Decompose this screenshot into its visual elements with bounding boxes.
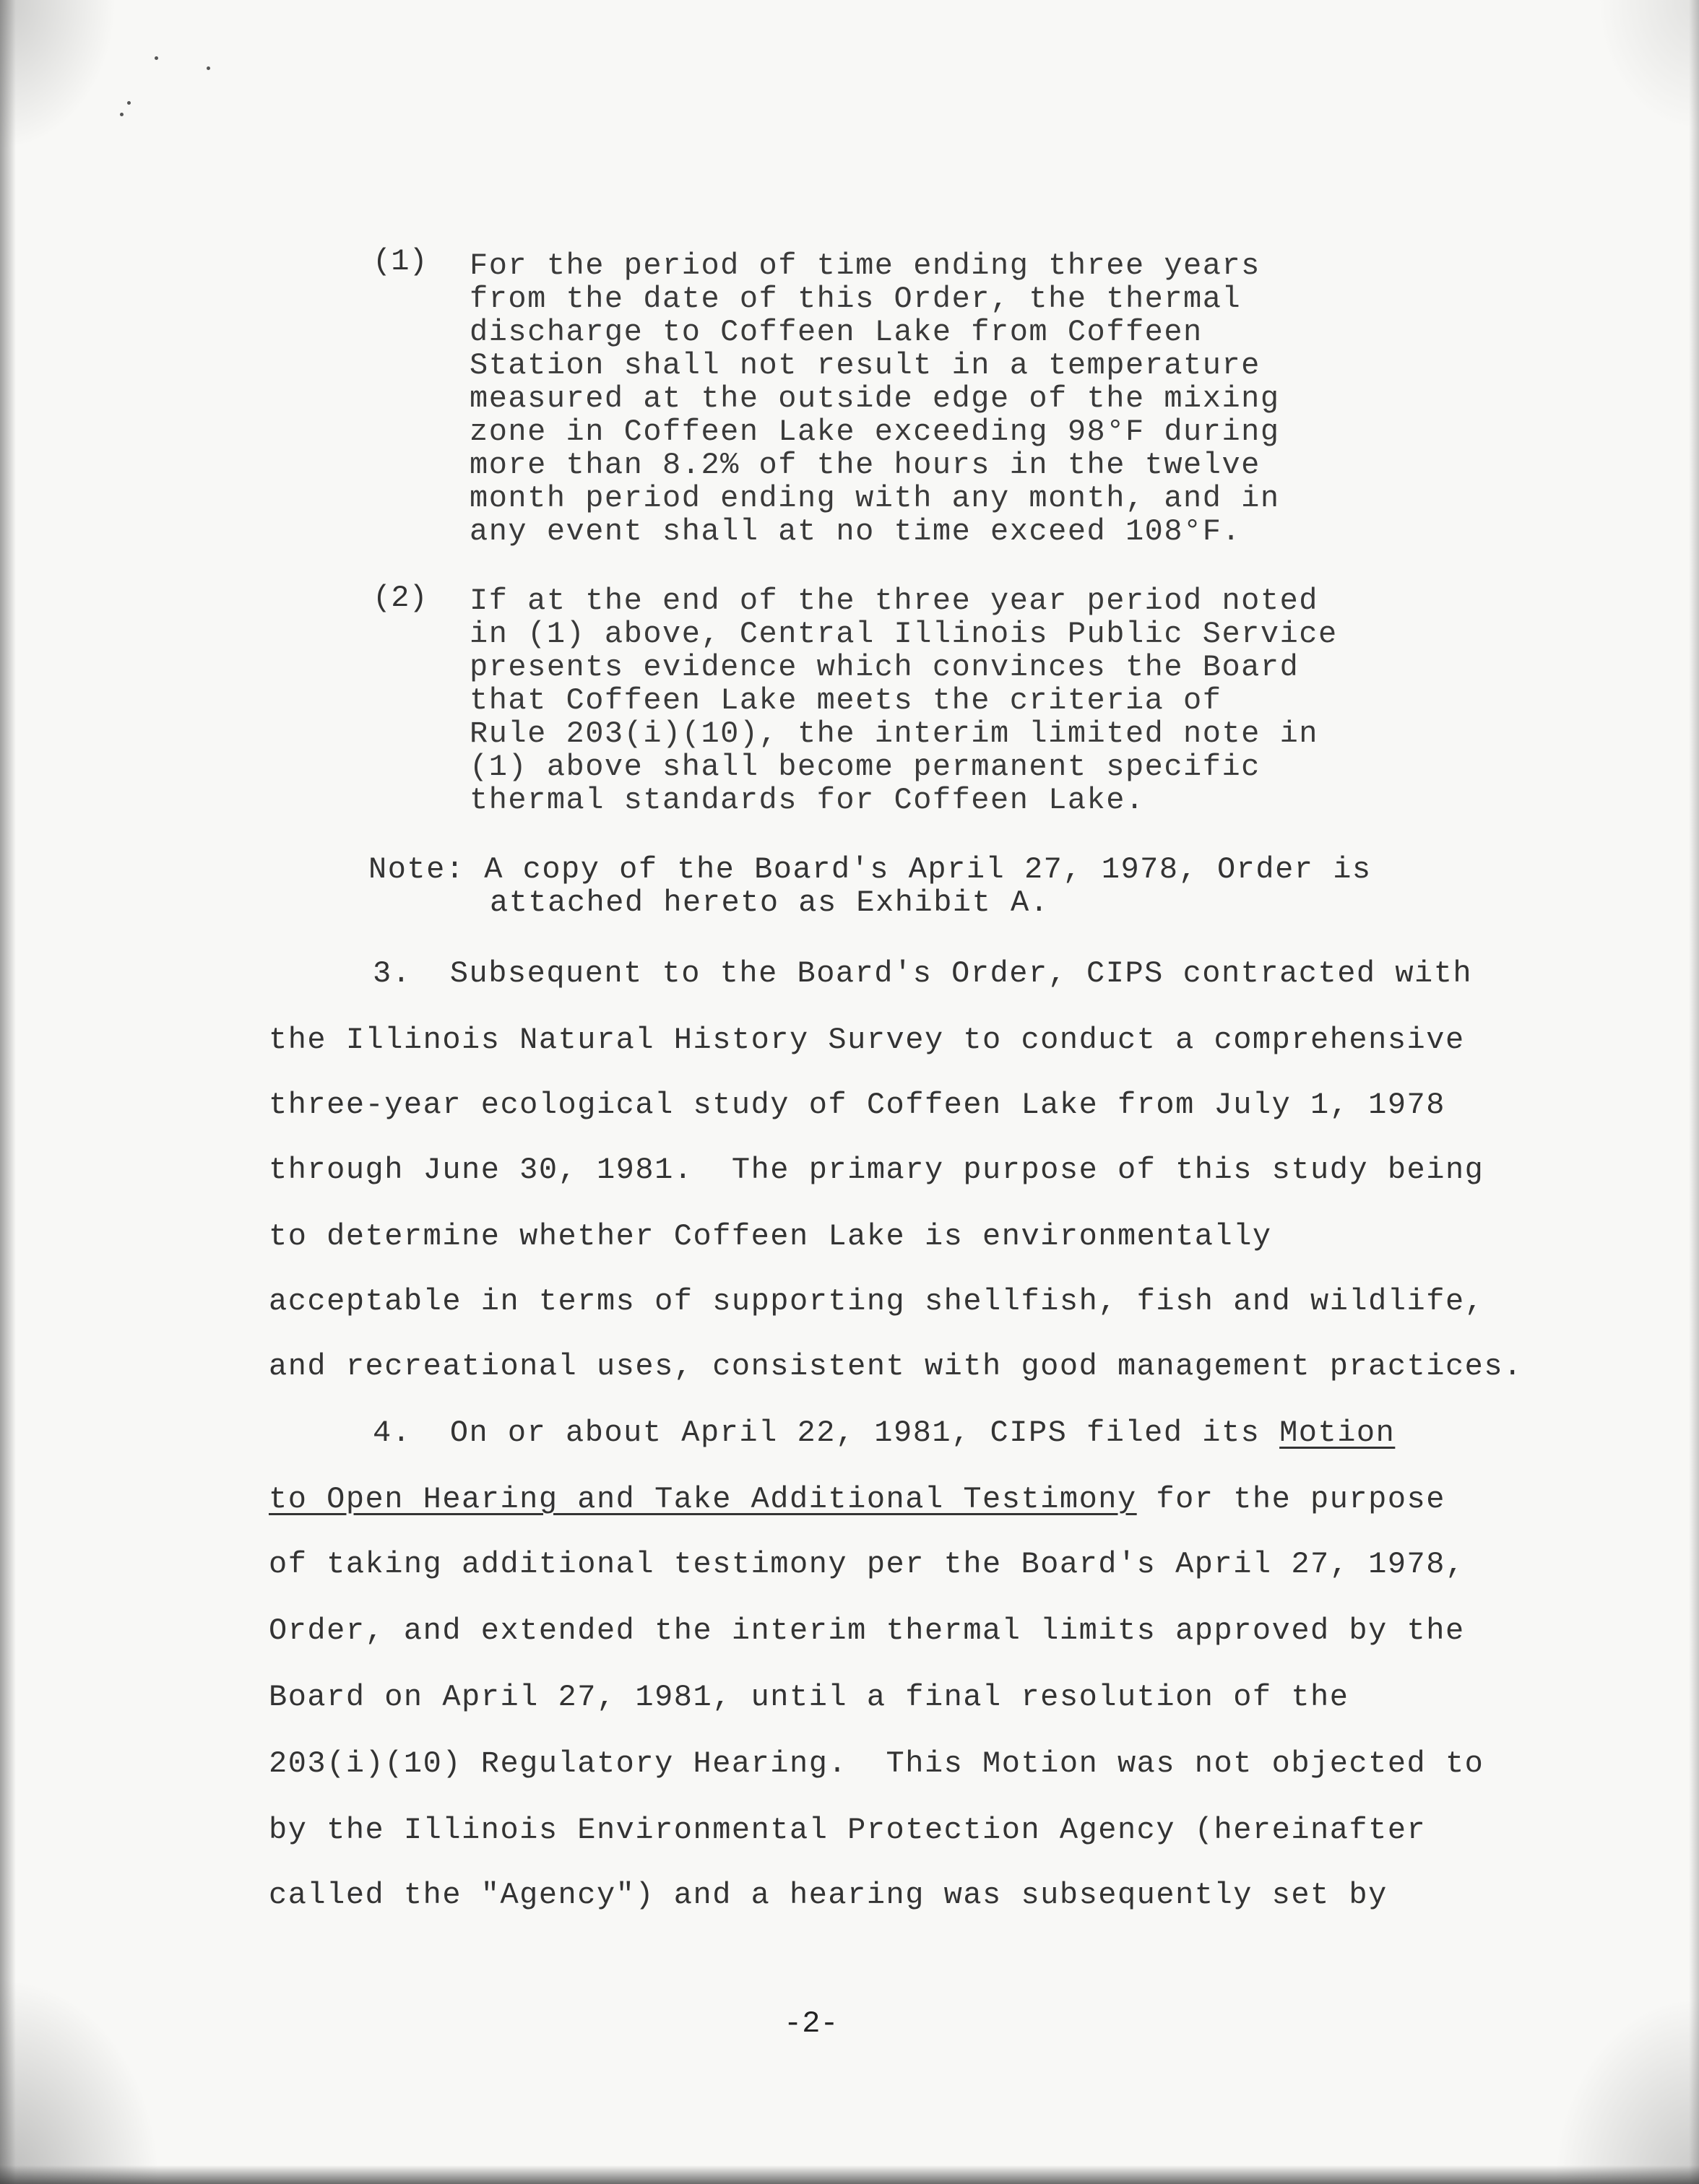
text-line: 3. Subsequent to the Board's Order, CIPS contracted with: [373, 956, 1473, 991]
text-line: to determine whether Coffeen Lake is environmentally: [269, 1219, 1272, 1254]
text-line: and recreational uses, consistent with good management practices.: [269, 1349, 1523, 1384]
text-line: discharge to Coffeen Lake from Coffeen: [470, 315, 1203, 350]
text-line: of taking additional testimony per the Board's April 27, 1978,: [269, 1547, 1465, 1582]
scan-edge-left: [0, 0, 16, 2184]
motion-title: Motion: [1279, 1416, 1396, 1450]
text-line: [269, 1482, 1445, 1517]
note-line: attached hereto as Exhibit A.: [490, 885, 1050, 920]
item-number: (1): [373, 244, 428, 279]
text-line: Board on April 27, 1981, until a final resolution of the: [269, 1680, 1349, 1715]
scan-edge-bottom: [0, 2165, 1699, 2184]
text-line: thermal standards for Coffeen Lake.: [470, 783, 1145, 818]
text-line: [373, 1416, 1395, 1450]
text-line: by the Illinois Environmental Protection Agency (hereinafter: [269, 1813, 1427, 1847]
text-run: for the purpose: [1136, 1482, 1445, 1517]
text-run: 4. On or about April 22, 1981, CIPS filed its: [373, 1416, 1280, 1450]
text-line: presents evidence which convinces the Board: [470, 650, 1300, 685]
text-line: Station shall not result in a temperature: [470, 348, 1261, 383]
scan-speck: [127, 101, 131, 105]
text-line: month period ending with any month, and in: [470, 481, 1280, 516]
scan-speck: [120, 113, 124, 116]
text-line: called the "Agency") and a hearing was subsequently set by: [269, 1878, 1388, 1912]
text-line: in (1) above, Central Illinois Public Service: [470, 617, 1338, 651]
text-line: For the period of time ending three years: [470, 248, 1261, 283]
scan-speck: [207, 66, 210, 70]
page-number: -2-: [784, 2006, 839, 2041]
text-line: that Coffeen Lake meets the criteria of: [470, 683, 1222, 718]
motion-title: to Open Hearing and Take Additional Testimony: [269, 1482, 1137, 1517]
text-line: (1) above shall become permanent specific: [470, 750, 1261, 784]
text-line: measured at the outside edge of the mixing: [470, 381, 1280, 416]
text-line: more than 8.2% of the hours in the twelve: [470, 448, 1261, 482]
note-line: Note: A copy of the Board's April 27, 1978, Order is: [368, 852, 1372, 887]
item-number: (2): [373, 581, 428, 615]
text-line: Rule 203(i)(10), the interim limited note in: [470, 716, 1318, 751]
scan-edge-right: [1689, 0, 1699, 2184]
text-line: If at the end of the three year period noted: [470, 584, 1318, 618]
text-line: the Illinois Natural History Survey to conduct a comprehensive: [269, 1023, 1465, 1057]
text-line: from the date of this Order, the thermal: [470, 282, 1242, 316]
scan-speck: [155, 56, 158, 60]
text-line: 203(i)(10) Regulatory Hearing. This Motion was not objected to: [269, 1746, 1484, 1781]
text-line: Order, and extended the interim thermal limits approved by the: [269, 1613, 1465, 1648]
text-line: through June 30, 1981. The primary purpose of this study being: [269, 1153, 1484, 1187]
text-line: any event shall at no time exceed 108°F.: [470, 514, 1242, 549]
text-line: three-year ecological study of Coffeen Lake from July 1, 1978: [269, 1088, 1445, 1122]
text-line: acceptable in terms of supporting shellfish, fish and wildlife,: [269, 1284, 1484, 1319]
text-line: zone in Coffeen Lake exceeding 98°F during: [470, 415, 1280, 449]
